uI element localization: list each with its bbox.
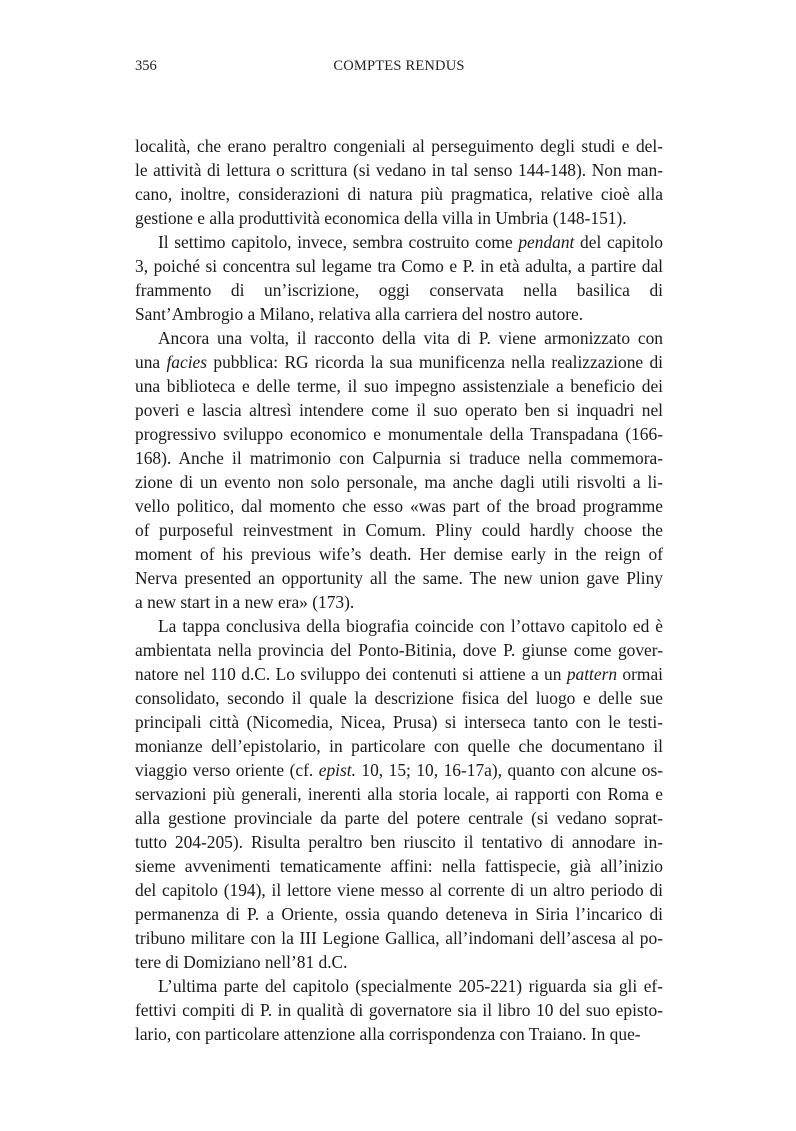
text-line: fettivi compiti di P. in qualità di governatore sia il libro 10 del suo episto- <box>135 1000 663 1020</box>
text-line: principali città (Nicomedia, Nicea, Prusa) si interseca tanto con le testi- <box>135 712 663 732</box>
text-line: tutto 204-205). Risulta peraltro ben riuscito il tentativo di annodare in- <box>135 832 663 852</box>
text-line: progressivo sviluppo economico e monumentale della Transpadana (166- <box>135 424 663 444</box>
text-line: Il settimo capitolo, invece, sembra costruito come pendant del capitolo <box>158 232 663 252</box>
text-line: lario, con particolare attenzione alla corrispondenza con Traiano. In que- <box>135 1024 641 1044</box>
text-line: frammento di un’iscrizione, oggi conservata nella basilica di <box>135 280 663 300</box>
text-line: cano, inoltre, considerazioni di natura più pragmatica, relative cioè alla <box>135 184 663 204</box>
running-title: COMPTES RENDUS <box>333 58 465 74</box>
body-text <box>135 134 663 1046</box>
text-line: tere di Domiziano nell’81 d.C. <box>135 952 348 972</box>
text-line: natore nel 110 d.C. Lo sviluppo dei contenuti si attiene a un pattern ormai <box>135 664 663 684</box>
paragraph <box>135 230 663 326</box>
italic-term: facies <box>166 352 208 372</box>
text-line: of purposeful reinvestment in Comum. Pliny could hardly choose the <box>135 520 663 540</box>
text-line: consolidato, secondo il quale la descrizione fisica del luogo e delle sue <box>135 688 663 708</box>
text-line: viaggio verso oriente (cf. epist. 10, 15; 10, 16-17a), quanto con alcune os- <box>135 760 664 780</box>
text-line: servazioni più generali, inerenti alla storia locale, ai rapporti con Roma e <box>135 784 663 804</box>
text-line: zione di un evento non solo personale, ma anche dagli utili risvolti a li- <box>135 472 663 492</box>
paragraph <box>135 326 663 614</box>
paragraph <box>135 974 663 1046</box>
text-line: una facies pubblica: RG ricorda la sua munificenza nella realizzazione di <box>135 352 663 372</box>
text-line: le attività di lettura o scrittura (si vedano in tal senso 144-148). Non man- <box>135 160 663 180</box>
text-line: ambientata nella provincia del Ponto-Bitinia, dove P. giunse come gover- <box>135 640 663 660</box>
text-line: monianze dell’epistolario, in particolare con quelle che documentano il <box>135 736 663 756</box>
page-number: 356 <box>135 58 157 74</box>
text-line: 3, poiché si concentra sul legame tra Como e P. in età adulta, a partire dal <box>135 256 663 276</box>
text-line: alla gestione provinciale da parte del potere centrale (si vedano soprat- <box>135 808 663 828</box>
italic-term: pendant <box>518 232 575 252</box>
italic-term: pattern <box>566 664 618 684</box>
text-line: sieme avvenimenti tematicamente affini: nella fattispecie, già all’inizio <box>135 856 663 876</box>
paragraph <box>135 134 663 230</box>
paragraph <box>135 614 663 974</box>
text-line: permanenza di P. a Oriente, ossia quando deteneva in Siria l’incarico di <box>135 904 663 924</box>
text-line: vello politico, dal momento che esso «was part of the broad programme <box>135 496 663 516</box>
text-line: L’ultima parte del capitolo (specialmente 205-221) riguarda sia gli ef- <box>158 976 663 996</box>
text-line: Sant’Ambrogio a Milano, relativa alla carriera del nostro autore. <box>135 304 584 324</box>
text-line: località, che erano peraltro congeniali al perseguimento degli studi e del- <box>135 136 663 156</box>
text-line: a new start in a new era» (173). <box>135 592 355 612</box>
text-line: 168). Anche il matrimonio con Calpurnia si traduce nella commemora- <box>135 448 663 468</box>
text-line: gestione e alla produttività economica della villa in Umbria (148-151). <box>135 208 627 228</box>
text-line: del capitolo (194), il lettore viene messo al corrente di un altro periodo di <box>135 880 663 900</box>
text-line: una biblioteca e delle terme, il suo impegno assistenziale a beneficio dei <box>135 376 663 396</box>
text-line: La tappa conclusiva della biografia coincide con l’ottavo capitolo ed è <box>158 616 663 636</box>
text-line: moment of his previous wife’s death. Her demise early in the reign of <box>135 544 663 564</box>
text-line: tribuno militare con la III Legione Gallica, all’indomani dell’ascesa al po- <box>135 928 663 948</box>
italic-term: epist. <box>318 760 356 780</box>
text-line: Ancora una volta, il racconto della vita di P. viene armonizzato con <box>158 328 663 348</box>
text-line: Nerva presented an opportunity all the same. The new union gave Pliny <box>135 568 663 588</box>
text-line: poveri e lascia altresì intendere come il suo operato ben si inquadri nel <box>135 400 663 420</box>
running-header <box>135 58 663 78</box>
